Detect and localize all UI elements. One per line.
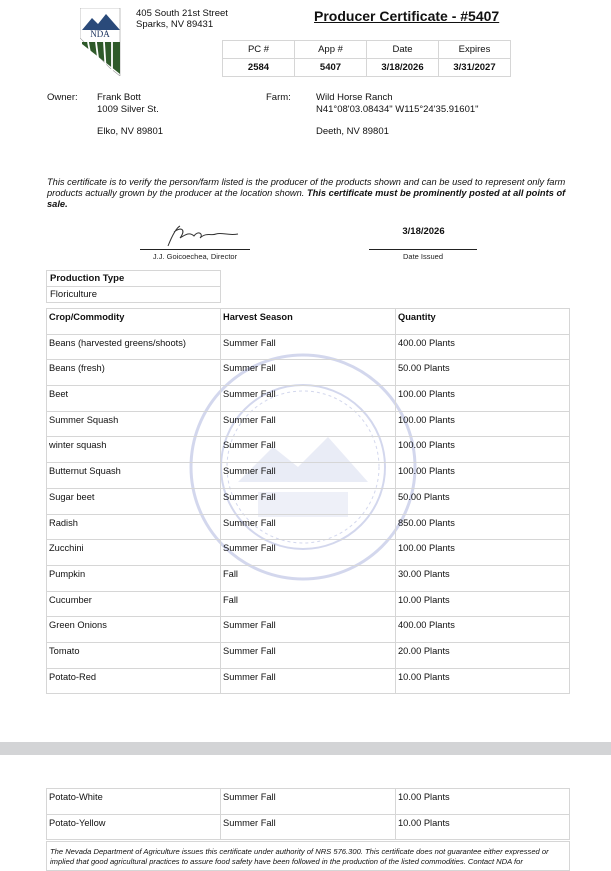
nda-logo [80, 8, 122, 76]
date-issued-label: Date Issued [402, 252, 444, 261]
farm-info [316, 92, 479, 138]
quantity-cell: 400.00 Plants [396, 617, 570, 643]
ids-header: Expires [439, 41, 511, 59]
production-type-value: Floriculture [47, 287, 221, 303]
season-cell: Summer Fall [221, 642, 396, 668]
crop-cell: Sugar beet [47, 488, 221, 514]
certificate-ids-table [222, 40, 511, 77]
production-type-table [46, 270, 221, 303]
crop-cell: Butternut Squash [47, 463, 221, 489]
footer-disclaimer: The Nevada Department of Agriculture issues this certificate under authority of NRS 576.300. This certificate does not guarantee either expressed or implied that good agricultural practices to assure food safety have been followed in the production of the listed commodities. Contact NDA for [46, 841, 570, 871]
crop-cell: Pumpkin [47, 565, 221, 591]
column-header: Harvest Season [221, 309, 396, 335]
farm-coordinates: N41°08'03.08434" W115°24'35.91601" [316, 104, 479, 115]
quantity-cell: 100.00 Plants [396, 463, 570, 489]
crop-cell: Potato-Red [47, 668, 221, 694]
table-row [47, 488, 570, 514]
table-row [47, 540, 570, 566]
table-row [47, 565, 570, 591]
table-row [47, 386, 570, 412]
page-break [0, 742, 611, 755]
crop-cell: winter squash [47, 437, 221, 463]
table-row [47, 437, 570, 463]
crop-cell: Beans (harvested greens/shoots) [47, 334, 221, 360]
quantity-cell: 20.00 Plants [396, 642, 570, 668]
crops-table-continued [46, 788, 570, 840]
column-header: Quantity [396, 309, 570, 335]
season-cell: Summer Fall [221, 437, 396, 463]
table-row [47, 642, 570, 668]
crop-cell: Beet [47, 386, 221, 412]
season-cell: Summer Fall [221, 411, 396, 437]
season-cell: Summer Fall [221, 814, 396, 840]
crop-cell: Zucchini [47, 540, 221, 566]
address-line: 405 South 21st Street [136, 8, 228, 19]
agency-address [136, 8, 228, 30]
issue-date: 3/18/2026 [367, 59, 439, 77]
ids-header: App # [295, 41, 367, 59]
owner-name: Frank Bott [97, 92, 141, 103]
column-header: Crop/Commodity [47, 309, 221, 335]
farm-name: Wild Horse Ranch [316, 92, 393, 103]
quantity-cell: 30.00 Plants [396, 565, 570, 591]
crop-cell: Beans (fresh) [47, 360, 221, 386]
certificate-title: Producer Certificate - #5407 [314, 8, 500, 24]
table-row [47, 617, 570, 643]
quantity-cell: 100.00 Plants [396, 411, 570, 437]
crop-cell: Summer Squash [47, 411, 221, 437]
season-cell: Summer Fall [221, 334, 396, 360]
season-cell: Summer Fall [221, 617, 396, 643]
director-name: J.J. Goicoechea, Director [152, 252, 238, 261]
quantity-cell: 100.00 Plants [396, 386, 570, 412]
quantity-cell: 100.00 Plants [396, 437, 570, 463]
season-cell: Summer Fall [221, 514, 396, 540]
season-cell: Summer Fall [221, 463, 396, 489]
table-row [47, 591, 570, 617]
quantity-cell: 100.00 Plants [396, 540, 570, 566]
owner-label: Owner: [47, 92, 78, 103]
quantity-cell: 850.00 Plants [396, 514, 570, 540]
crops-table [46, 308, 570, 694]
signature-line [140, 249, 250, 250]
owner-street: 1009 Silver St. [97, 104, 159, 115]
owner-info [97, 92, 163, 138]
quantity-cell: 10.00 Plants [396, 591, 570, 617]
season-cell: Fall [221, 591, 396, 617]
certificate-statement [47, 177, 567, 210]
statement-bold: This certificate must be prominently posted at all points of sale. [47, 188, 566, 209]
date-line [369, 249, 477, 250]
date-issued-value: 3/18/2026 [402, 226, 445, 237]
app-number: 5407 [295, 59, 367, 77]
expires-date: 3/31/2027 [439, 59, 511, 77]
quantity-cell: 400.00 Plants [396, 334, 570, 360]
crop-cell: Green Onions [47, 617, 221, 643]
season-cell: Summer Fall [221, 488, 396, 514]
address-line: Sparks, NV 89431 [136, 19, 214, 30]
ids-header: Date [367, 41, 439, 59]
production-type-label: Production Type [47, 271, 221, 287]
table-row [47, 411, 570, 437]
crop-cell: Cucumber [47, 591, 221, 617]
svg-text:NDA: NDA [90, 29, 110, 39]
farm-city: Deeth, NV 89801 [316, 126, 389, 137]
table-row [47, 814, 570, 840]
season-cell: Summer Fall [221, 360, 396, 386]
season-cell: Fall [221, 565, 396, 591]
season-cell: Summer Fall [221, 789, 396, 815]
table-row [47, 789, 570, 815]
quantity-cell: 10.00 Plants [396, 789, 570, 815]
quantity-cell: 10.00 Plants [396, 814, 570, 840]
table-row [47, 334, 570, 360]
pc-number: 2584 [223, 59, 295, 77]
crop-cell: Radish [47, 514, 221, 540]
table-row [47, 360, 570, 386]
quantity-cell: 50.00 Plants [396, 488, 570, 514]
season-cell: Summer Fall [221, 386, 396, 412]
quantity-cell: 50.00 Plants [396, 360, 570, 386]
season-cell: Summer Fall [221, 540, 396, 566]
crop-cell: Potato-Yellow [47, 814, 221, 840]
owner-city: Elko, NV 89801 [97, 126, 164, 137]
table-row [47, 668, 570, 694]
table-row [47, 463, 570, 489]
crop-cell: Potato-White [47, 789, 221, 815]
director-signature [160, 222, 240, 248]
crop-cell: Tomato [47, 642, 221, 668]
season-cell: Summer Fall [221, 668, 396, 694]
ids-header: PC # [223, 41, 295, 59]
quantity-cell: 10.00 Plants [396, 668, 570, 694]
farm-label: Farm: [266, 92, 291, 103]
table-row [47, 514, 570, 540]
statement-text: This certificate is to verify the person/farm listed is the producer of the products shown and can be used to represent only farm products actually grown by the producer at the location shown. [47, 177, 566, 198]
